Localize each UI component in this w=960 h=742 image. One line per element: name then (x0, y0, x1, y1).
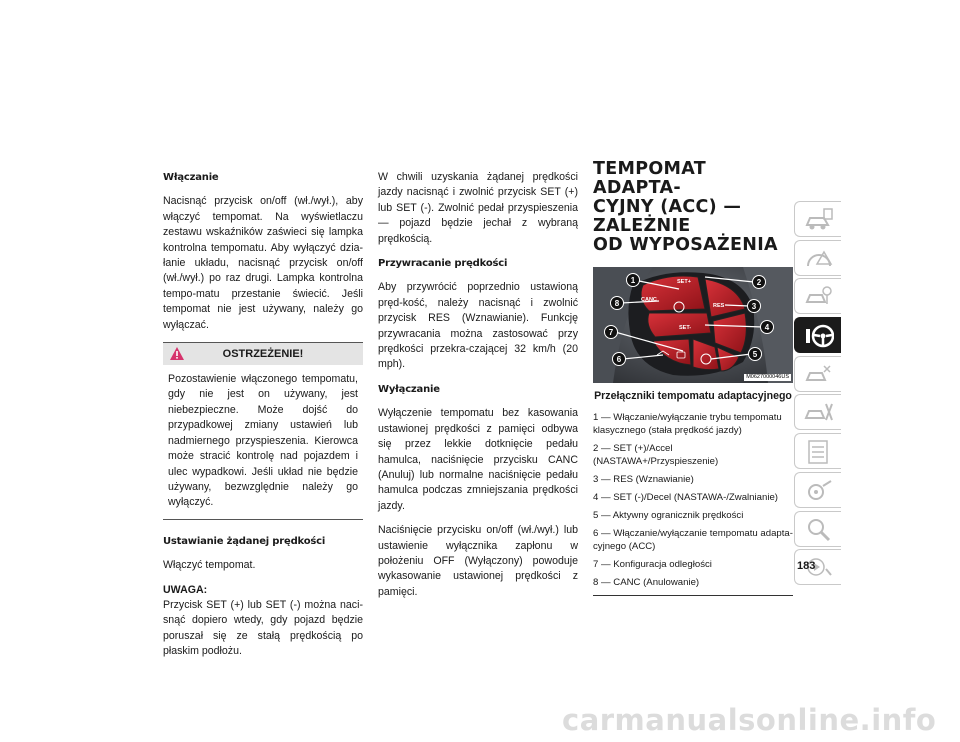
tab-service-checklist[interactable] (794, 433, 841, 469)
car-info-icon (804, 207, 834, 233)
photo-code: M0627000046US (746, 374, 789, 380)
warning-title: OSTRZEŻENIE! (222, 348, 304, 361)
note-body: Przycisk SET (+) lub SET (-) można naci-snąć dopiero wtedy, gdy pojazd będzie poruszał się ze stałą prędkością po płaskim podłożu. (163, 598, 363, 658)
chapter-tabs (794, 201, 841, 588)
tab-car-crash-safety[interactable] (794, 356, 841, 392)
legend-list (593, 410, 793, 593)
callout-8: 8 (614, 299, 620, 308)
watermark: carmanualsonline.info (562, 703, 937, 737)
tab-dashboard-warning[interactable] (794, 240, 841, 276)
section-title-line-2: CYJNY (ACC) — ZALEŻNIE (593, 197, 742, 236)
steering-switches-photo (593, 267, 793, 383)
legend-item: 3 — RES (Wznawianie) (593, 474, 694, 486)
button-label-set-plus: SET+ (677, 279, 691, 285)
button-label-res: RES (713, 303, 725, 309)
callout-1: 1 (630, 276, 636, 285)
steering-wheel-icon (804, 323, 834, 349)
paragraph-enabling: Nacisnąć przycisk on/off (wł./wył.), aby włączyć tempomat. Na wyświetlaczu zestawu wskaźników zaświeci się lampka kontrolna tempomatu. Aby wyłączyć dzia-łanie układu, nacisnąć przycisk on/off (wł./wył.) po raz drugi. Lampka kontrolna tempo-matu przestanie świecić. Jeśli tempomat nie jest używany, należy go wyłączać. (163, 195, 363, 331)
callout-5: 5 (752, 350, 758, 359)
paragraph-set-confirm: W chwili uzyskania żądanej prędkości jazdy nacisnąć i zwolnić przycisk SET (+) lub SET (-). Zwolnić pedał przyspieszenia — pojazd będzie jechał z wybraną prędkością. (378, 171, 578, 245)
legend-item: 2 — SET (+)/Accel (NASTAWA+/Przyspieszenie) (593, 443, 719, 468)
wrench-gear-icon (804, 478, 834, 504)
heading-enabling: Włączanie (163, 172, 219, 183)
callout-2: 2 (756, 278, 762, 287)
car-key-icon (804, 284, 834, 310)
car-tools-icon (804, 400, 834, 426)
legend-item: 8 — CANC (Anulowanie) (593, 577, 700, 589)
callout-6: 6 (616, 355, 622, 364)
button-label-canc: CANC (641, 297, 657, 303)
note (163, 583, 363, 660)
section-title-line-1: TEMPOMAT ADAPTA- (593, 159, 706, 198)
page-number: 183 (797, 560, 816, 572)
tab-wrench-gear[interactable] (794, 472, 841, 508)
legend-item: 5 — Aktywny ogranicznik prędkości (593, 510, 744, 522)
warning-box (163, 342, 363, 520)
tab-car-info[interactable] (794, 201, 841, 237)
legend-item: 6 — Włączanie/wyłączanie tempomatu adapta-cyjnego (ACC) (593, 528, 793, 553)
left-column (163, 170, 363, 669)
section-title-line-3: OD WYPOSAŻENIA (593, 235, 778, 255)
paragraph-disabling-1: Wyłączenie tempomatu bez kasowania ustawionej prędkości z pamięci odbywa się przez lekkie dotknięcie pedału hamulca, naciśnięcie przycisku CANC (Anuluj) lub normalne naciśnięcie pedału hamulca podczas zmniejszania prędkości jazdy. (378, 407, 578, 512)
figure-caption: Przełączniki tempomatu adaptacyjnego (594, 390, 792, 402)
right-column (593, 160, 793, 596)
legend-divider (593, 595, 793, 596)
callout-4: 4 (764, 323, 770, 332)
dashboard-warning-icon (804, 246, 834, 272)
paragraph-resume: Aby przywrócić poprzednio ustawioną pręd-kość, należy nacisnąć i zwolnić przycisk RES (Wznawianie). Funkcję przywracania można zastosować przy prędkości przekra-czającej 32 km/h (20 mph). (378, 281, 578, 371)
tab-steering-wheel[interactable] (794, 317, 841, 353)
paragraph-disabling-2: Naciśnięcie przycisku on/off (wł./wył.) lub ustawienie wyłącznika zapłonu w położeniu OFF (Wyłączony) powoduje wykasowanie ustawionej prędkości z pamięci. (378, 524, 578, 598)
middle-column (378, 170, 578, 609)
tab-search-index[interactable] (794, 511, 841, 547)
callout-7: 7 (608, 328, 614, 337)
paragraph-set-speed: Włączyć tempomat. (163, 559, 256, 572)
tab-car-tools[interactable] (794, 394, 841, 430)
heading-resume: Przywracanie prędkości (378, 258, 508, 270)
warning-header (163, 343, 363, 365)
legend-item: 7 — Konfiguracja odległości (593, 559, 712, 571)
heading-set-speed: Ustawianie żądanej prędkości (163, 535, 326, 547)
button-label-set-minus: SET- (679, 325, 692, 331)
callout-3: 3 (751, 302, 757, 311)
heading-disabling: Wyłączanie (378, 383, 440, 395)
search-index-icon (804, 517, 834, 543)
section-title (593, 160, 793, 255)
legend-item: 4 — SET (-)/Decel (NASTAWA-/Zwalnianie) (593, 492, 778, 504)
note-label: UWAGA: (163, 583, 208, 596)
tab-car-key[interactable] (794, 278, 841, 314)
warning-triangle-icon (169, 346, 185, 369)
warning-body: Pozostawienie włączonego tempomatu, gdy nie jest on używany, jest niebezpieczne. Może dojść do przypadkowej zmiany ustawień lub nadmiernego przyspieszenia. Kierowca może stracić kontrolę nad pojazdem i ulec wypadkowi. Jeśli układ nie będzie używany, bezwzględnie należy go wyłączyć. (168, 373, 358, 509)
legend-item: 1 — Włączanie/wyłączanie trybu tempomatu klasycznego (stała prędkość jazdy) (593, 412, 782, 437)
car-crash-safety-icon (804, 362, 834, 388)
service-checklist-icon (804, 439, 834, 465)
